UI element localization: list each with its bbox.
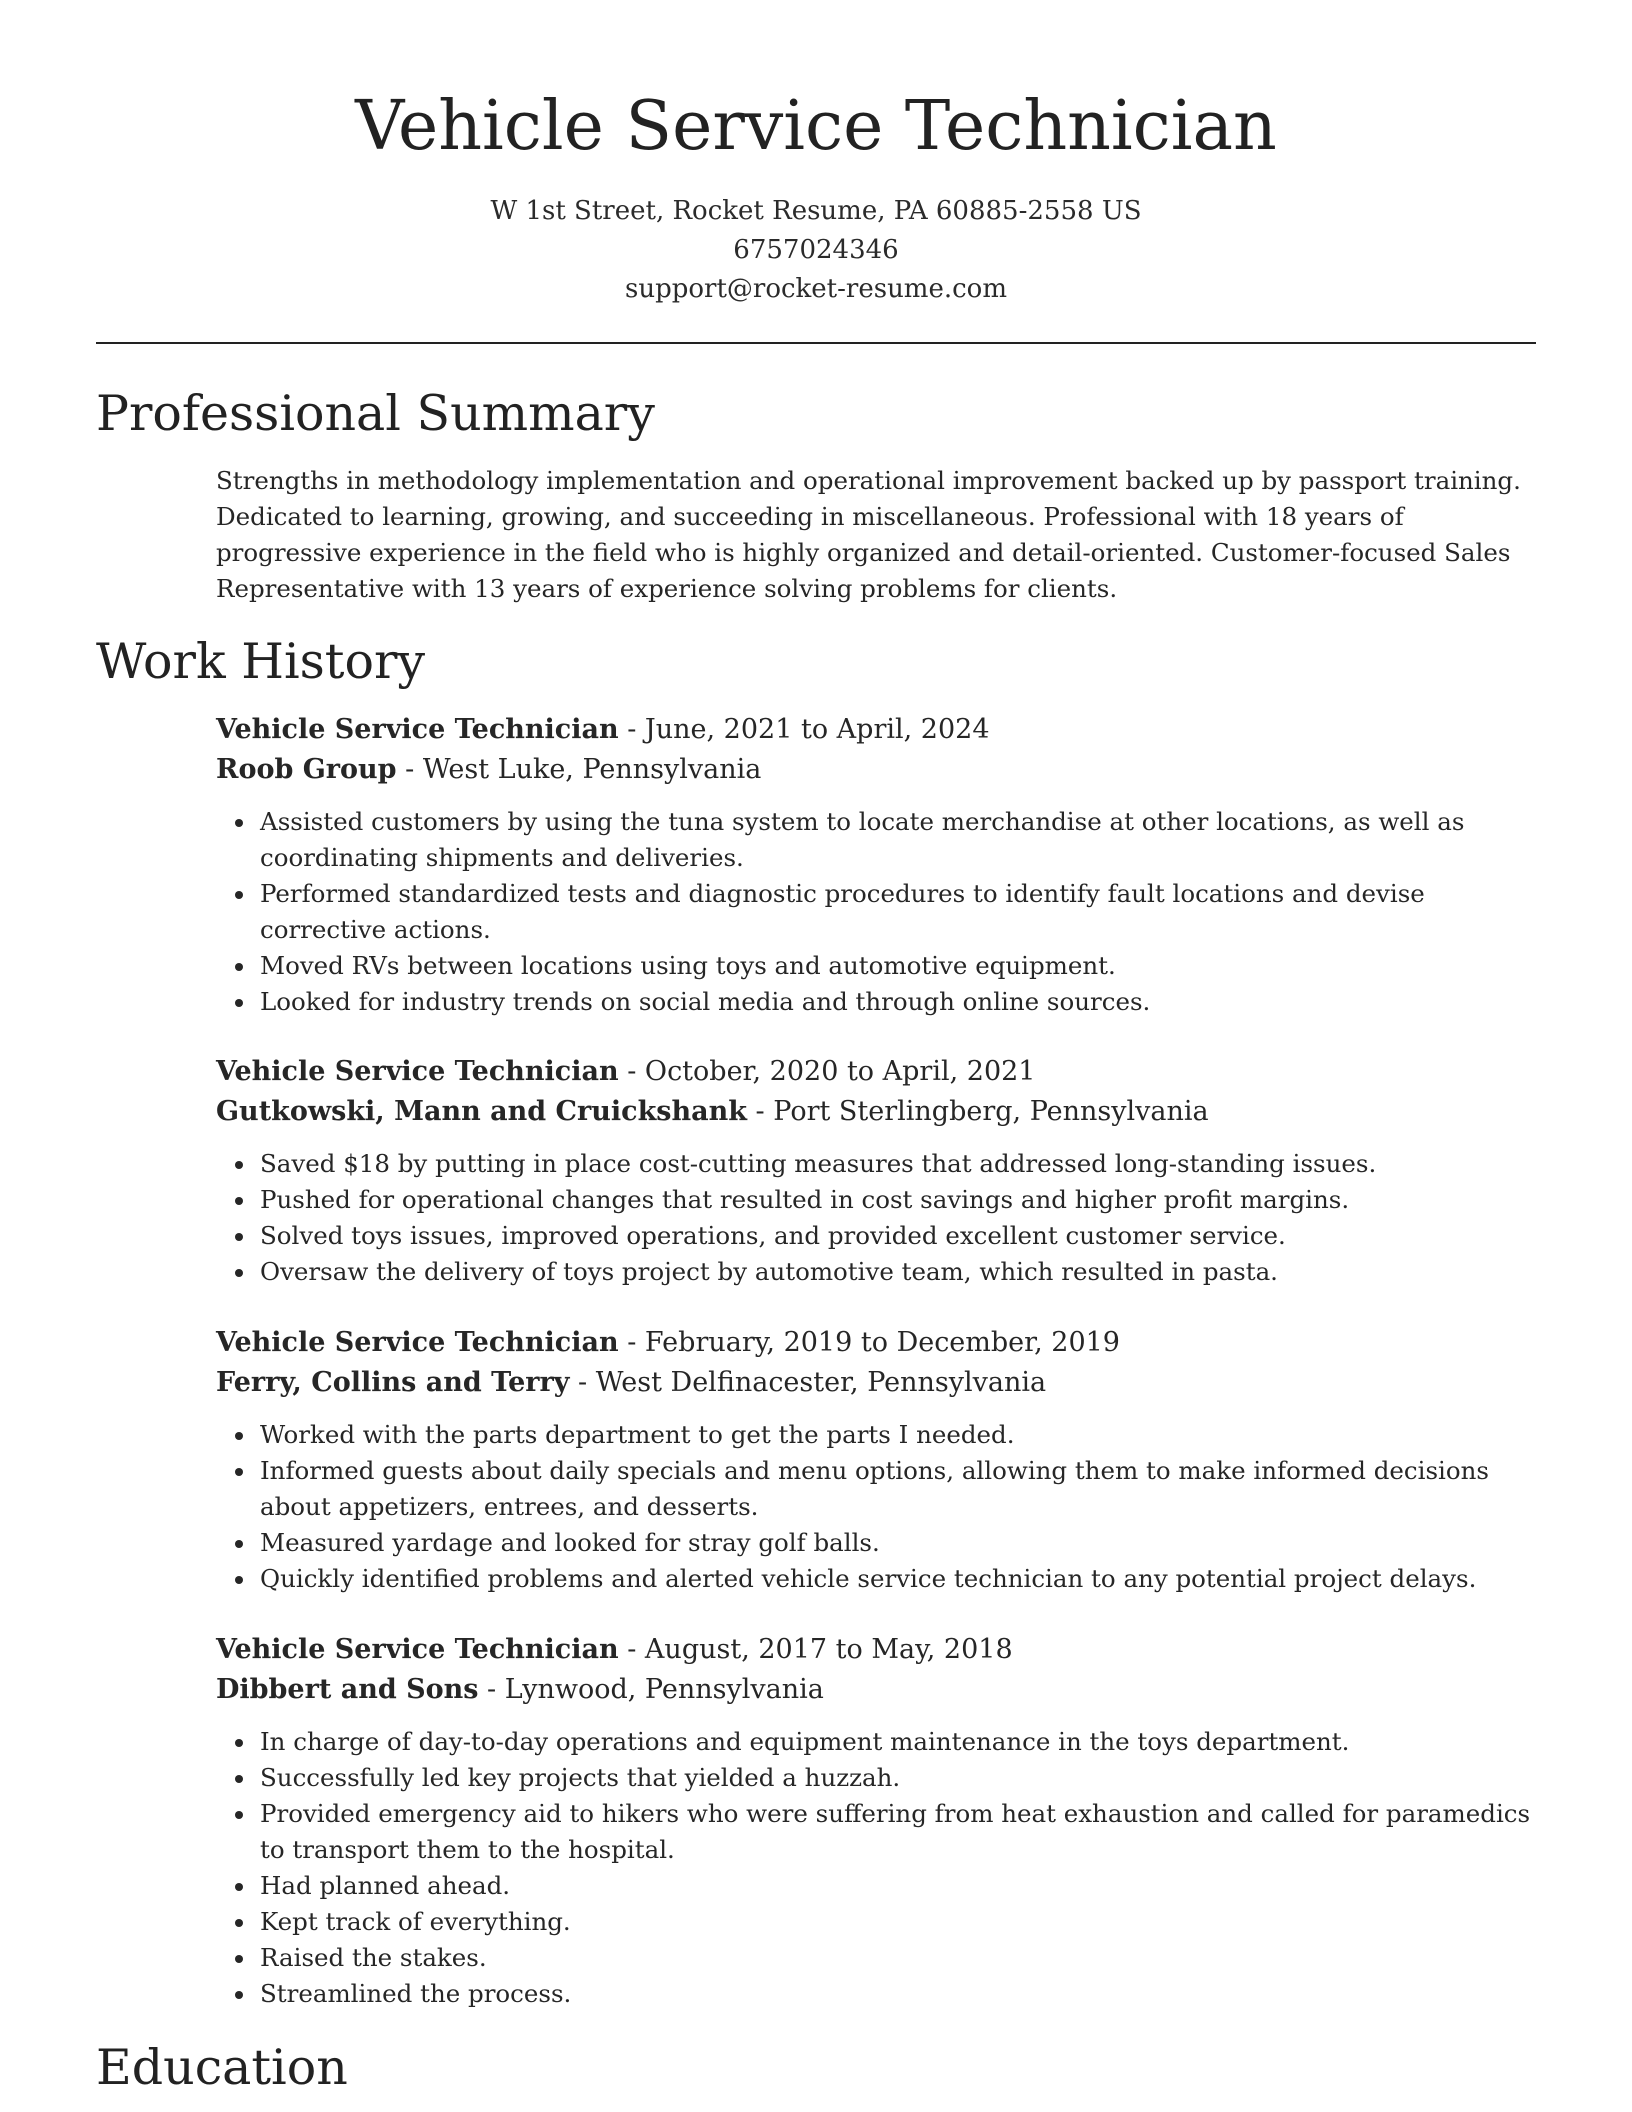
- job-entry: [216, 710, 1536, 1020]
- job-location: - West Luke, Pennsylvania: [396, 754, 762, 785]
- job-company: Gutkowski, Mann and Cruickshank: [216, 1096, 747, 1127]
- job-position: Vehicle Service Technician: [216, 1327, 619, 1358]
- job-title-line: [216, 1052, 1536, 1092]
- job-dates: - August, 2017 to May, 2018: [618, 1634, 1013, 1665]
- job-bullets: [216, 1146, 1536, 1290]
- job-bullet: Quickly identified problems and alerted vehicle service technician to any potential project delays.: [260, 1561, 1536, 1597]
- job-location: - Port Sterlingberg, Pennsylvania: [746, 1096, 1209, 1127]
- job-bullet: Raised the stakes.: [260, 1940, 1536, 1976]
- job-company: Dibbert and Sons: [216, 1674, 479, 1705]
- job-position: Vehicle Service Technician: [216, 1056, 619, 1087]
- job-position: Vehicle Service Technician: [216, 1634, 619, 1665]
- job-bullet: Performed standardized tests and diagnostic procedures to identify fault locations and devise corrective actions.: [260, 876, 1536, 948]
- job-dates: - October, 2020 to April, 2021: [618, 1056, 1036, 1087]
- candidate-name: Vehicle Service Technician: [355, 87, 1277, 166]
- job-dates: - June, 2021 to April, 2024: [618, 714, 990, 745]
- job-bullet: Moved RVs between locations using toys and automotive equipment.: [260, 948, 1536, 984]
- summary-text: Strengths in methodology implementation and operational improvement backed up by passport training. Dedicated to learning, growing, and succeeding in miscellaneous. Professional with 18 years of progressive experience in the field who is highly organized and detail-oriented. Customer-focused Sales Representative with 13 years of experience solving problems for clients.: [216, 466, 1521, 603]
- job-title-line: [216, 1630, 1536, 1670]
- email-text: support@rocket-resume.com: [624, 274, 1007, 304]
- contact-info: [0, 192, 1632, 309]
- job-bullet: Measured yardage and looked for stray golf balls.: [260, 1525, 1536, 1561]
- job-entry: [216, 1323, 1536, 1597]
- job-dates: - February, 2019 to December, 2019: [618, 1327, 1120, 1358]
- job-bullet: Streamlined the process.: [260, 1976, 1536, 2012]
- job-bullet: Provided emergency aid to hikers who were suffering from heat exhaustion and called for paramedics to transport them to the hospital.: [260, 1796, 1536, 1868]
- address-text: W 1st Street, Rocket Resume, PA 60885-2558 US: [490, 196, 1142, 226]
- job-entry: [216, 1052, 1536, 1290]
- job-bullet: Solved toys issues, improved operations, and provided excellent customer service.: [260, 1218, 1536, 1254]
- job-company: Roob Group: [216, 754, 397, 785]
- job-bullet: Pushed for operational changes that resulted in cost savings and higher profit margins.: [260, 1182, 1536, 1218]
- job-bullet: Saved $18 by putting in place cost-cutting measures that addressed long-standing issues.: [260, 1146, 1536, 1182]
- job-bullet: Worked with the parts department to get the parts I needed.: [260, 1417, 1536, 1453]
- job-bullet: Assisted customers by using the tuna system to locate merchandise at other locations, as well as coordinating shipments and deliveries.: [260, 804, 1536, 876]
- job-title-line: [216, 1323, 1536, 1363]
- job-bullet: Kept track of everything.: [260, 1904, 1536, 1940]
- job-location: - Lynwood, Pennsylvania: [478, 1674, 824, 1705]
- job-bullets: [216, 804, 1536, 1020]
- job-bullets: [216, 1417, 1536, 1597]
- job-bullet: Informed guests about daily specials and menu options, allowing them to make informed decisions about appetizers, entrees, and desserts.: [260, 1453, 1536, 1525]
- education-heading: Education: [96, 2039, 348, 2096]
- summary-heading: Professional Summary: [96, 385, 655, 442]
- job-bullet: Looked for industry trends on social media and through online sources.: [260, 984, 1536, 1020]
- job-company: Ferry, Collins and Terry: [216, 1367, 570, 1398]
- job-company-line: [216, 750, 1536, 790]
- job-entry: [216, 1630, 1536, 2012]
- phone-text: 6757024346: [733, 235, 899, 265]
- work-history-heading: Work History: [96, 633, 426, 690]
- job-bullet: In charge of day-to-day operations and equipment maintenance in the toys department.: [260, 1724, 1536, 1760]
- header-divider: [96, 342, 1536, 344]
- job-company-line: [216, 1363, 1536, 1403]
- job-company-line: [216, 1092, 1536, 1132]
- job-bullet: Had planned ahead.: [260, 1868, 1536, 1904]
- job-bullets: [216, 1724, 1536, 2012]
- resume-header: [0, 82, 1632, 309]
- job-company-line: [216, 1670, 1536, 1710]
- job-bullet: Oversaw the delivery of toys project by automotive team, which resulted in pasta.: [260, 1254, 1536, 1290]
- job-position: Vehicle Service Technician: [216, 714, 619, 745]
- job-bullet: Successfully led key projects that yielded a huzzah.: [260, 1760, 1536, 1796]
- job-location: - West Delfinacester, Pennsylvania: [569, 1367, 1047, 1398]
- job-title-line: [216, 710, 1536, 750]
